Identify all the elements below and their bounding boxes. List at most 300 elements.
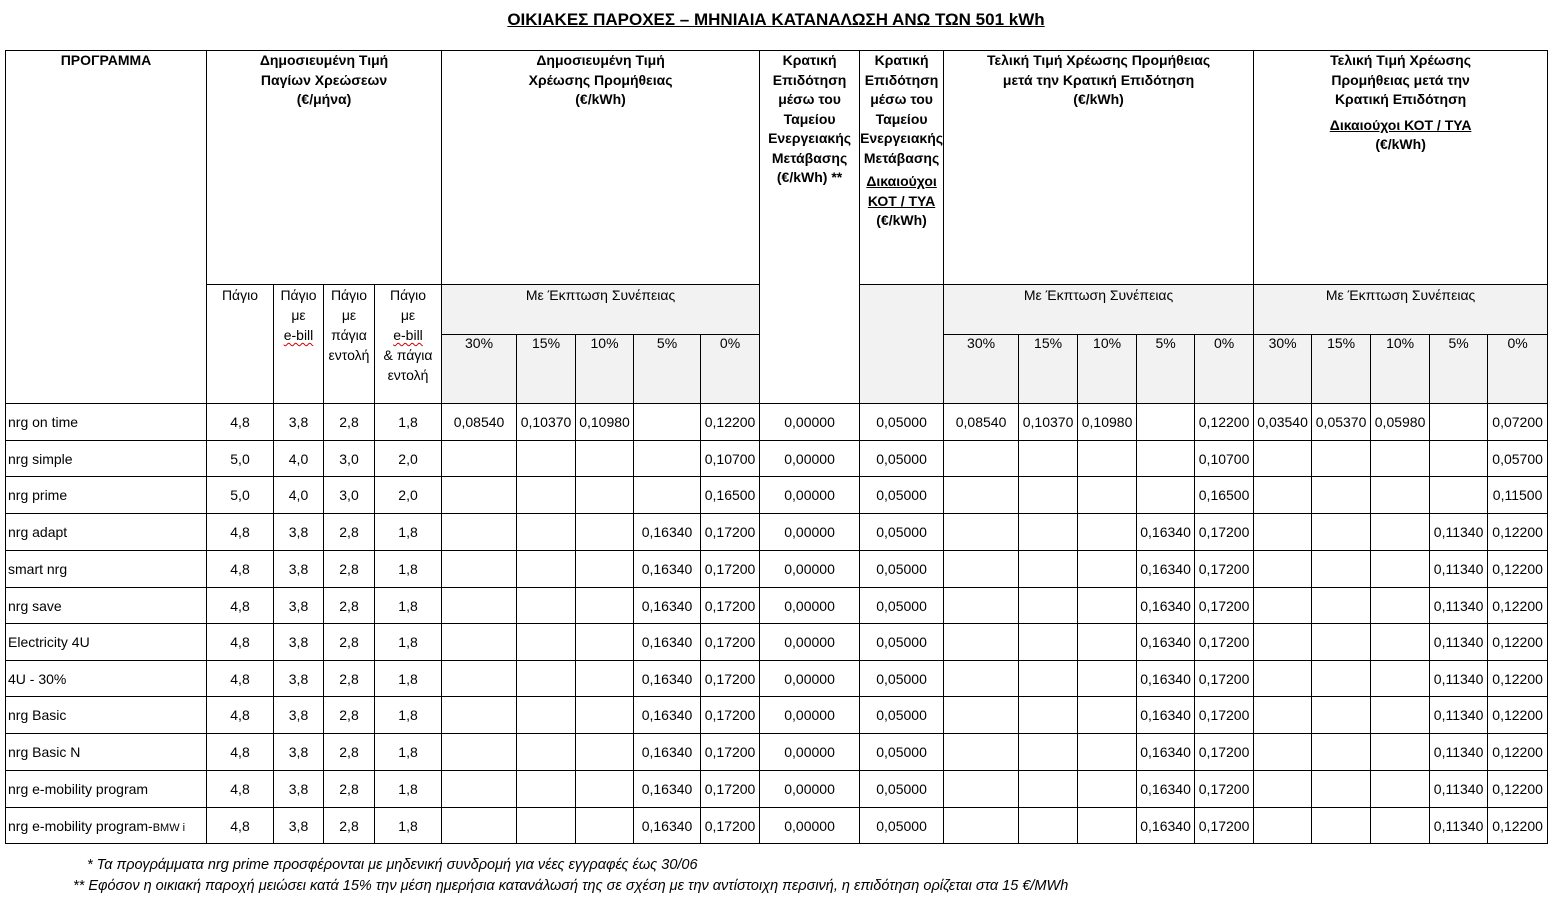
final-charge-cell — [1137, 404, 1195, 441]
subsidy-kot-cell: 0,05000 — [860, 404, 944, 441]
final-charge-cell — [1078, 477, 1137, 514]
final-charge-cell — [1078, 771, 1137, 808]
pct-header: 5% — [1430, 335, 1488, 404]
program-name — [6, 514, 207, 551]
pct-header: 0% — [1488, 335, 1548, 404]
fixed-charge-cell: 2,8 — [324, 771, 375, 808]
final-kot-charge-cell: 0,05370 — [1312, 404, 1371, 441]
final-kot-charge-cell — [1371, 477, 1430, 514]
final-charge-cell: 0,10980 — [1078, 404, 1137, 441]
final-charge-cell: 0,17200 — [1195, 551, 1254, 588]
final-charge-cell — [944, 808, 1019, 844]
final-kot-charge-cell: 0,11500 — [1488, 477, 1548, 514]
final-charge-cell: 0,17200 — [1195, 771, 1254, 808]
program-name — [6, 588, 207, 624]
supply-charge-cell — [576, 697, 634, 734]
fixed-charge-cell: 3,8 — [274, 808, 324, 844]
final-kot-charge-cell: 0,11340 — [1430, 697, 1488, 734]
fixed-charge-cell: 4,8 — [207, 551, 274, 588]
subsidy-kot-cell: 0,05000 — [860, 477, 944, 514]
footnote-2: ** Εφόσον η οικιακή παροχή μειώσει κατά 15% την μέση ημερήσια κατανάλωσή της σε σχέση με την αντίστοιχη περσινή, η επιδότηση ορίζεται στα 15 €/MWh — [73, 878, 1069, 894]
final-charge-cell — [1019, 514, 1078, 551]
final-kot-charge-cell — [1312, 697, 1371, 734]
fixed-charge-cell: 1,8 — [375, 624, 442, 661]
table-row — [6, 477, 1548, 514]
fixed-col-3: Πάγιο με πάγια εντολή — [324, 285, 375, 404]
fixed-charge-cell: 2,8 — [324, 661, 375, 697]
pct-header: 5% — [634, 335, 701, 404]
table-row — [6, 441, 1548, 477]
final-kot-charge-cell: 0,12200 — [1488, 771, 1548, 808]
final-kot-charge-cell — [1254, 697, 1312, 734]
program-name-text: nrg Basic — [8, 707, 67, 723]
table-row — [6, 514, 1548, 551]
fixed-charge-cell: 4,8 — [207, 734, 274, 771]
program-name — [6, 697, 207, 734]
final-charge-cell: 0,16500 — [1195, 477, 1254, 514]
table-row — [6, 697, 1548, 734]
final-charge-cell — [944, 661, 1019, 697]
final-charge-cell — [1019, 477, 1078, 514]
program-name-text: nrg e-mobility program- — [8, 817, 153, 834]
final-kot-charge-cell — [1371, 808, 1430, 844]
final-charge-cell — [1019, 697, 1078, 734]
final-kot-charge-cell — [1371, 551, 1430, 588]
final-kot-charge-cell — [1371, 734, 1430, 771]
final-charge-cell — [944, 624, 1019, 661]
program-header: ΠΡΟΓΡΑΜΜΑ — [6, 51, 207, 404]
program-name — [6, 808, 207, 844]
fixed-charge-cell: 4,8 — [207, 661, 274, 697]
fixed-charge-cell: 4,8 — [207, 771, 274, 808]
final-kot-charge-cell: 0,11340 — [1430, 514, 1488, 551]
subsidy-cell: 0,00000 — [760, 661, 860, 697]
fixed-charge-cell: 3,0 — [324, 477, 375, 514]
supply-charge-cell — [576, 588, 634, 624]
pct-header: 5% — [1137, 335, 1195, 404]
program-name-suffix: BMW i — [152, 821, 186, 834]
final-charge-cell — [1019, 771, 1078, 808]
fixed-charge-cell: 2,8 — [324, 588, 375, 624]
final-charge-cell: 0,17200 — [1195, 588, 1254, 624]
final-kot-charge-cell: 0,05980 — [1371, 404, 1430, 441]
fixed-charge-cell: 4,8 — [207, 697, 274, 734]
supply-charge-cell — [576, 551, 634, 588]
fixed-charge-cell: 2,8 — [324, 734, 375, 771]
supply-charge-cell — [517, 588, 576, 624]
supply-charge-cell: 0,17200 — [701, 808, 760, 844]
subsidy-cell: 0,00000 — [760, 404, 860, 441]
program-name — [6, 771, 207, 808]
supply-charge-cell: 0,17200 — [701, 771, 760, 808]
supply-charge-cell: 0,16500 — [701, 477, 760, 514]
pct-header: 30% — [442, 335, 517, 404]
fixed-charge-cell: 4,8 — [207, 514, 274, 551]
fixed-charge-cell: 3,8 — [274, 514, 324, 551]
subsidy-cell: 0,00000 — [760, 588, 860, 624]
subsidy-cell: 0,00000 — [760, 514, 860, 551]
fixed-charge-cell: 3,8 — [274, 771, 324, 808]
final-charge-header: Τελική Τιμή Χρέωσης Προμήθειας μετά την Κρατική Επιδότηση (€/kWh) — [944, 51, 1254, 285]
subsidy-kot-cell: 0,05000 — [860, 771, 944, 808]
supply-charge-cell — [576, 477, 634, 514]
final-kot-charge-cell: 0,12200 — [1488, 624, 1548, 661]
final-kot-charge-cell: 0,11340 — [1430, 551, 1488, 588]
final-charge-cell — [944, 514, 1019, 551]
supply-charge-cell — [517, 661, 576, 697]
subsidy-kot-cell: 0,05000 — [860, 514, 944, 551]
supply-charge-cell — [442, 551, 517, 588]
final-charge-cell: 0,12200 — [1195, 404, 1254, 441]
final-kot-charge-cell — [1312, 477, 1371, 514]
subsidy-cell: 0,00000 — [760, 624, 860, 661]
supply-charge-cell: 0,16340 — [634, 697, 701, 734]
final-charge-cell: 0,16340 — [1137, 551, 1195, 588]
subsidy-cell: 0,00000 — [760, 808, 860, 844]
table-row — [6, 808, 1548, 844]
supply-charge-cell — [576, 441, 634, 477]
supply-charge-cell — [442, 514, 517, 551]
fixed-charge-cell: 3,8 — [274, 404, 324, 441]
pct-header: 30% — [1254, 335, 1312, 404]
fixed-charge-cell: 2,8 — [324, 697, 375, 734]
program-name — [6, 551, 207, 588]
fixed-charge-cell: 1,8 — [375, 697, 442, 734]
supply-charge-cell — [576, 808, 634, 844]
fixed-charge-cell: 4,8 — [207, 624, 274, 661]
fixed-charge-cell: 1,8 — [375, 808, 442, 844]
final-kot-charge-cell: 0,12200 — [1488, 588, 1548, 624]
pct-header: 30% — [944, 335, 1019, 404]
final-charge-cell — [944, 697, 1019, 734]
fixed-col-2: Πάγιο με e-bill — [274, 285, 324, 404]
supply-charge-cell — [634, 441, 701, 477]
supply-charge-cell — [517, 697, 576, 734]
final-charge-cell: 0,08540 — [944, 404, 1019, 441]
fixed-charge-cell: 3,8 — [274, 661, 324, 697]
final-kot-charge-cell — [1312, 661, 1371, 697]
fixed-charge-cell: 3,8 — [274, 734, 324, 771]
supply-charge-cell: 0,17200 — [701, 624, 760, 661]
supply-charge-cell: 0,16340 — [634, 661, 701, 697]
pct-header: 10% — [576, 335, 634, 404]
final-kot-charge-cell: 0,12200 — [1488, 514, 1548, 551]
supply-charge-cell — [576, 624, 634, 661]
supply-charge-cell — [442, 441, 517, 477]
final-charge-cell: 0,16340 — [1137, 588, 1195, 624]
final-charge-cell: 0,17200 — [1195, 624, 1254, 661]
pct-header: 15% — [1312, 335, 1371, 404]
program-name-text: nrg simple — [8, 450, 73, 467]
fixed-charge-cell: 2,8 — [324, 808, 375, 844]
final-kot-charge-cell — [1312, 734, 1371, 771]
supply-charge-cell: 0,16340 — [634, 588, 701, 624]
final-charge-cell: 0,16340 — [1137, 624, 1195, 661]
final-charge-cell — [1078, 734, 1137, 771]
final-charge-cell — [1078, 661, 1137, 697]
subsidy-kot-cell: 0,05000 — [860, 734, 944, 771]
supply-charge-cell — [517, 441, 576, 477]
final-kot-charge-cell — [1254, 808, 1312, 844]
final-charge-cell — [1019, 734, 1078, 771]
program-name-text: nrg on time — [8, 414, 79, 430]
table-row — [6, 624, 1548, 661]
final-kot-charge-cell — [1312, 808, 1371, 844]
final-kot-charge-cell — [1254, 514, 1312, 551]
supply-charge-cell — [442, 771, 517, 808]
page-title: ΟΙΚΙΑΚΕΣ ΠΑΡΟΧΕΣ – ΜΗΝΙΑΙΑ ΚΑΤΑΝΑΛΩΣΗ ΑΝΩ ΤΩΝ 501 kWh — [507, 10, 1045, 29]
final-charge-cell — [1137, 477, 1195, 514]
subsidy-kot-cell: 0,05000 — [860, 661, 944, 697]
final-kot-charge-cell: 0,12200 — [1488, 661, 1548, 697]
supply-charge-cell — [576, 514, 634, 551]
fixed-col-4: Πάγιο με e-bill & πάγια εντολή — [375, 285, 442, 404]
final-charge-cell: 0,17200 — [1195, 808, 1254, 844]
subsidy-kot-cell: 0,05000 — [860, 624, 944, 661]
final-charge-cell: 0,17200 — [1195, 734, 1254, 771]
fixed-charge-cell: 2,0 — [375, 477, 442, 514]
supply-charge-cell: 0,08540 — [442, 404, 517, 441]
fixed-charge-cell: 1,8 — [375, 551, 442, 588]
final-charge-cell: 0,16340 — [1137, 514, 1195, 551]
program-name-text: nrg prime — [8, 487, 68, 503]
subsidy-cell: 0,00000 — [760, 697, 860, 734]
final-kot-charge-cell — [1430, 477, 1488, 514]
fixed-charge-cell: 5,0 — [207, 441, 274, 477]
fixed-charge-cell: 3,8 — [274, 588, 324, 624]
final-charge-cell: 0,17200 — [1195, 697, 1254, 734]
final-kot-charge-cell — [1254, 477, 1312, 514]
final-kot-charge-cell — [1312, 624, 1371, 661]
final-charge-cell — [1137, 441, 1195, 477]
final-charge-cell — [1078, 808, 1137, 844]
final-kot-charge-cell — [1312, 771, 1371, 808]
fixed-charges-header: Δημοσιευμένη Τιμή Παγίων Χρεώσεων (€/μήνα) — [207, 51, 442, 285]
final-kot-charge-cell — [1312, 588, 1371, 624]
table-row — [6, 404, 1548, 441]
supply-charge-header: Δημοσιευμένη Τιμή Χρέωσης Προμήθειας (€/kWh) — [442, 51, 760, 285]
subsidy-kot-cell: 0,05000 — [860, 808, 944, 844]
final-charge-cell — [1019, 588, 1078, 624]
fixed-charge-cell: 4,0 — [274, 477, 324, 514]
final-charge-cell: 0,16340 — [1137, 661, 1195, 697]
final-charge-cell: 0,16340 — [1137, 771, 1195, 808]
supply-charge-cell — [634, 404, 701, 441]
supply-charge-cell: 0,16340 — [634, 624, 701, 661]
subsidy-cell: 0,00000 — [760, 551, 860, 588]
supply-charge-cell: 0,16340 — [634, 551, 701, 588]
final-kot-charge-cell: 0,11340 — [1430, 808, 1488, 844]
table-row — [6, 734, 1548, 771]
final-kot-charge-cell — [1254, 734, 1312, 771]
supply-charge-cell — [517, 734, 576, 771]
fixed-charge-cell: 4,8 — [207, 808, 274, 844]
pct-header: 15% — [517, 335, 576, 404]
final-charge-cell — [1078, 697, 1137, 734]
subsidy-cell: 0,00000 — [760, 771, 860, 808]
supply-charge-cell — [517, 477, 576, 514]
final-kot-charge-cell — [1371, 441, 1430, 477]
subsidy-header: Κρατική Επιδότηση μέσω του Ταμείου Ενεργειακής Μετάβασης (€/kWh) ** — [760, 51, 860, 404]
final-kot-charge-cell: 0,11340 — [1430, 661, 1488, 697]
final-charge-cell: 0,16340 — [1137, 697, 1195, 734]
table-row — [6, 661, 1548, 697]
program-name-text: nrg e-mobility program — [8, 781, 149, 797]
pct-header: 10% — [1078, 335, 1137, 404]
supply-charge-cell: 0,16340 — [634, 734, 701, 771]
final-charge-cell: 0,10370 — [1019, 404, 1078, 441]
fixed-charge-cell: 2,8 — [324, 551, 375, 588]
final-kot-charge-cell — [1254, 661, 1312, 697]
footnote-1: * Τα προγράμματα nrg prime προσφέρονται με μηδενική συνδρομή για νέες εγγραφές έως 30/06 — [87, 857, 698, 873]
final-kot-charge-cell: 0,11340 — [1430, 624, 1488, 661]
supply-charge-cell — [576, 734, 634, 771]
supply-charge-cell — [517, 551, 576, 588]
final-kot-charge-cell: 0,05700 — [1488, 441, 1548, 477]
subsidy-kot-header: Κρατική Επιδότηση μέσω του Ταμείου Ενεργειακής Μετάβασης Δικαιούχοι ΚΟΤ / ΤΥΑ (€/kWh) — [860, 51, 944, 285]
program-name — [6, 441, 207, 477]
supply-charge-cell: 0,12200 — [701, 404, 760, 441]
supply-charge-cell — [442, 734, 517, 771]
blank-kot-cell — [860, 285, 944, 404]
footnotes — [0, 855, 1552, 897]
discount-label-final: Με Έκπτωση Συνέπειας — [944, 285, 1254, 335]
final-kot-charge-cell — [1371, 514, 1430, 551]
final-kot-charge-cell — [1430, 441, 1488, 477]
supply-charge-cell: 0,16340 — [634, 771, 701, 808]
final-kot-charge-cell — [1254, 771, 1312, 808]
program-name — [6, 734, 207, 771]
fixed-charge-cell: 1,8 — [375, 514, 442, 551]
final-charge-cell: 0,17200 — [1195, 514, 1254, 551]
final-kot-charge-cell — [1371, 588, 1430, 624]
fixed-charge-cell: 3,8 — [274, 624, 324, 661]
final-kot-charge-cell — [1371, 771, 1430, 808]
program-name-text: smart nrg — [8, 561, 68, 577]
final-kot-charge-cell — [1312, 551, 1371, 588]
final-charge-cell — [1019, 441, 1078, 477]
supply-charge-cell: 0,10980 — [576, 404, 634, 441]
fixed-charge-cell: 2,0 — [375, 441, 442, 477]
final-kot-charge-cell — [1254, 551, 1312, 588]
table-row — [6, 771, 1548, 808]
program-name-text: Electricity 4U — [8, 634, 90, 650]
final-charge-cell: 0,17200 — [1195, 661, 1254, 697]
final-kot-charge-cell: 0,07200 — [1488, 404, 1548, 441]
supply-charge-cell — [442, 808, 517, 844]
final-kot-charge-cell: 0,12200 — [1488, 551, 1548, 588]
final-charge-cell — [1019, 624, 1078, 661]
final-charge-kot-header: Τελική Τιμή Χρέωσης Προμήθειας μετά την Κρατική Επιδότηση Δικαιούχοι ΚΟΤ / ΤΥΑ (€/kWh) — [1254, 51, 1548, 285]
pct-header: 10% — [1371, 335, 1430, 404]
fixed-charge-cell: 1,8 — [375, 771, 442, 808]
fixed-charge-cell: 2,8 — [324, 404, 375, 441]
program-name-text: nrg adapt — [8, 524, 68, 540]
supply-charge-cell — [576, 771, 634, 808]
discount-label-supply: Με Έκπτωση Συνέπειας — [442, 285, 760, 335]
supply-charge-cell — [517, 771, 576, 808]
fixed-charge-cell: 1,8 — [375, 588, 442, 624]
supply-charge-cell: 0,10370 — [517, 404, 576, 441]
fixed-charge-cell: 3,8 — [274, 697, 324, 734]
supply-charge-cell — [442, 697, 517, 734]
supply-charge-cell — [517, 808, 576, 844]
final-charge-cell — [1078, 551, 1137, 588]
program-name-text: 4U - 30% — [8, 670, 67, 687]
final-charge-cell — [944, 734, 1019, 771]
program-name — [6, 661, 207, 697]
final-kot-charge-cell: 0,11340 — [1430, 771, 1488, 808]
final-kot-charge-cell: 0,03540 — [1254, 404, 1312, 441]
program-name — [6, 477, 207, 514]
fixed-charge-cell: 4,8 — [207, 588, 274, 624]
supply-charge-cell — [576, 661, 634, 697]
fixed-charge-cell: 1,8 — [375, 734, 442, 771]
fixed-charge-cell: 2,8 — [324, 514, 375, 551]
supply-charge-cell — [442, 588, 517, 624]
final-kot-charge-cell: 0,12200 — [1488, 697, 1548, 734]
final-kot-charge-cell — [1371, 697, 1430, 734]
final-charge-cell — [1078, 588, 1137, 624]
supply-charge-cell: 0,17200 — [701, 551, 760, 588]
pct-header: 0% — [701, 335, 760, 404]
supply-charge-cell — [442, 624, 517, 661]
final-kot-charge-cell — [1371, 624, 1430, 661]
subsidy-kot-cell: 0,05000 — [860, 441, 944, 477]
final-charge-cell — [1019, 661, 1078, 697]
final-kot-charge-cell — [1254, 588, 1312, 624]
fixed-charge-cell: 2,8 — [324, 624, 375, 661]
final-kot-charge-cell — [1312, 514, 1371, 551]
fixed-charge-cell: 4,0 — [274, 441, 324, 477]
subsidy-cell: 0,00000 — [760, 734, 860, 771]
pct-header: 15% — [1019, 335, 1078, 404]
final-charge-cell — [1019, 808, 1078, 844]
program-name — [6, 624, 207, 661]
final-kot-charge-cell: 0,12200 — [1488, 734, 1548, 771]
supply-charge-cell: 0,10700 — [701, 441, 760, 477]
supply-charge-cell — [517, 514, 576, 551]
final-charge-cell — [944, 771, 1019, 808]
program-name — [6, 404, 207, 441]
final-kot-charge-cell — [1254, 624, 1312, 661]
fixed-charge-cell: 5,0 — [207, 477, 274, 514]
fixed-charge-cell: 3,8 — [274, 551, 324, 588]
final-charge-cell: 0,16340 — [1137, 808, 1195, 844]
final-charge-cell — [944, 441, 1019, 477]
fixed-col-1: Πάγιο — [207, 285, 274, 404]
supply-charge-cell — [517, 624, 576, 661]
tariff-table — [5, 50, 1548, 844]
final-kot-charge-cell: 0,12200 — [1488, 808, 1548, 844]
supply-charge-cell: 0,16340 — [634, 808, 701, 844]
final-charge-cell — [944, 477, 1019, 514]
supply-charge-cell: 0,17200 — [701, 588, 760, 624]
final-kot-charge-cell — [1254, 441, 1312, 477]
program-name-text: nrg Basic N — [8, 744, 81, 760]
subsidy-kot-cell: 0,05000 — [860, 588, 944, 624]
table-row — [6, 588, 1548, 624]
final-charge-cell — [944, 588, 1019, 624]
table-row — [6, 551, 1548, 588]
final-kot-charge-cell — [1430, 404, 1488, 441]
supply-charge-cell: 0,16340 — [634, 514, 701, 551]
final-kot-charge-cell — [1371, 661, 1430, 697]
final-charge-cell — [1078, 514, 1137, 551]
supply-charge-cell — [442, 477, 517, 514]
supply-charge-cell: 0,17200 — [701, 697, 760, 734]
subsidy-kot-cell: 0,05000 — [860, 551, 944, 588]
